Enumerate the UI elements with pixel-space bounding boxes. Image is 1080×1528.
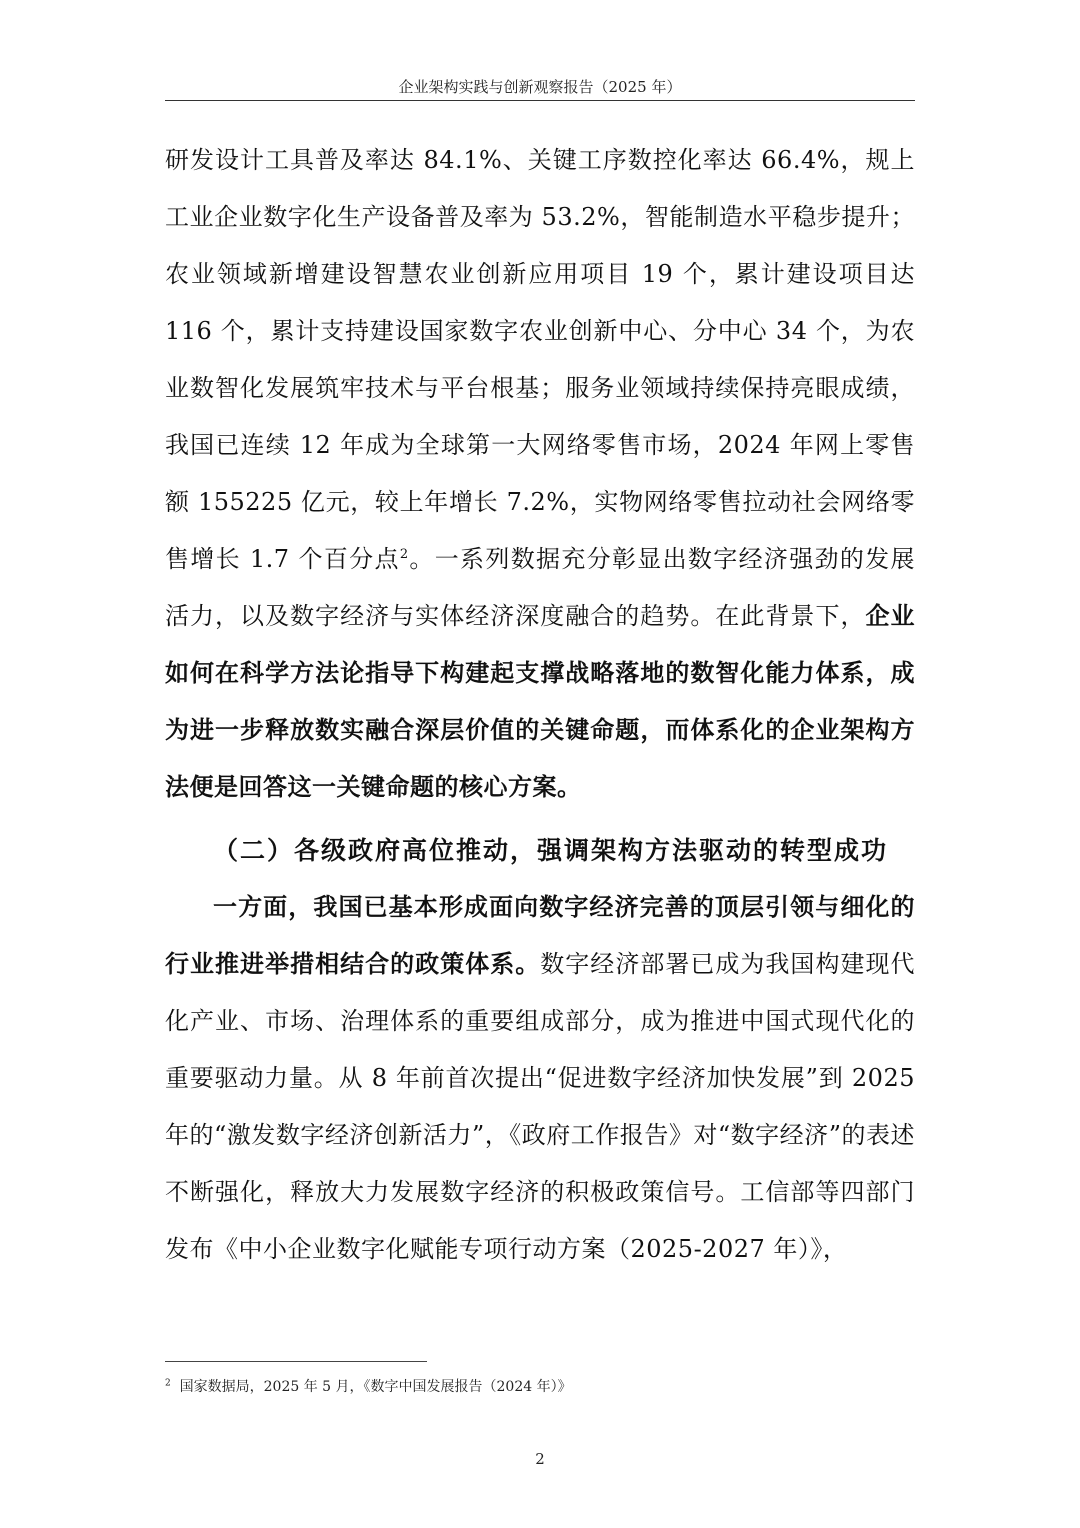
section-heading: （二）各级政府高位推动，强调架构方法驱动的转型成功 bbox=[213, 836, 889, 865]
footnote-reference[interactable]: 2 bbox=[399, 547, 409, 562]
footnote-rule bbox=[165, 1361, 427, 1362]
footnote-text: 国家数据局，2025 年 5 月，《数字中国发展报告（2024 年）》 bbox=[179, 1379, 572, 1395]
body-text bbox=[165, 132, 915, 1278]
footnote-marker: 2 bbox=[165, 1378, 171, 1389]
paragraph-1-text-continued: 。一系列数据充分彰显出数字经济强劲的发展活力，以及数字经济与实体经济深度融合的趋势。在此背景下， bbox=[165, 545, 915, 630]
running-header: 企业架构实践与创新观察报告（2025 年） bbox=[398, 78, 682, 96]
page-number: 2 bbox=[535, 1450, 545, 1468]
footnote bbox=[165, 1376, 915, 1396]
paragraph-1 bbox=[165, 132, 915, 816]
paragraph-1-emphasis: 企业如何在科学方法论指导下构建起支撑战略落地的数智化能力体系，成为进一步释放数实融合深层价值的关键命题，而体系化的企业架构方法便是回答这一关键命题的核心方案。 bbox=[165, 602, 916, 801]
header-rule bbox=[165, 100, 915, 101]
paragraph-2-text: 数字经济部署已成为我国构建现代化产业、市场、治理体系的重要组成部分，成为推进中国式现代化的重要驱动力量。从 8 年前首次提出“促进数字经济加快发展”到 2025 年的“激发数字经济创新活力”，《政府工作报告》对“数字经济”的表述不断强化，释放大力发展数字经济的积极政策信号。工信部等四部门发布《中小企业数字化赋能专项行动方案（2025-2027 年）》， bbox=[165, 950, 916, 1263]
paragraph-1-text: 研发设计工具普及率达 84.1%、关键工序数控化率达 66.4%，规上工业企业数字化生产设备普及率为 53.2%，智能制造水平稳步提升；农业领域新增建设智慧农业创新应用项目 19 个，累计建设项目达 116 个，累计支持建设国家数字农业创新中心、分中心 34 个，为农业数智化发展筑牢技术与平台根基；服务业领域持续保持亮眼成绩，我国已连续 12 年成为全球第一大网络零售市场，2024 年网上零售额 155225 亿元，较上年增长 7.2%，实物网络零售拉动社会网络零售增长 1.7 个百分点 bbox=[165, 146, 915, 573]
paragraph-2 bbox=[165, 879, 915, 1278]
paragraph-2-emphasis: 一方面，我国已基本形成面向数字经济完善的顶层引领与细化的行业推进举措相结合的政策体系。 bbox=[165, 893, 915, 978]
